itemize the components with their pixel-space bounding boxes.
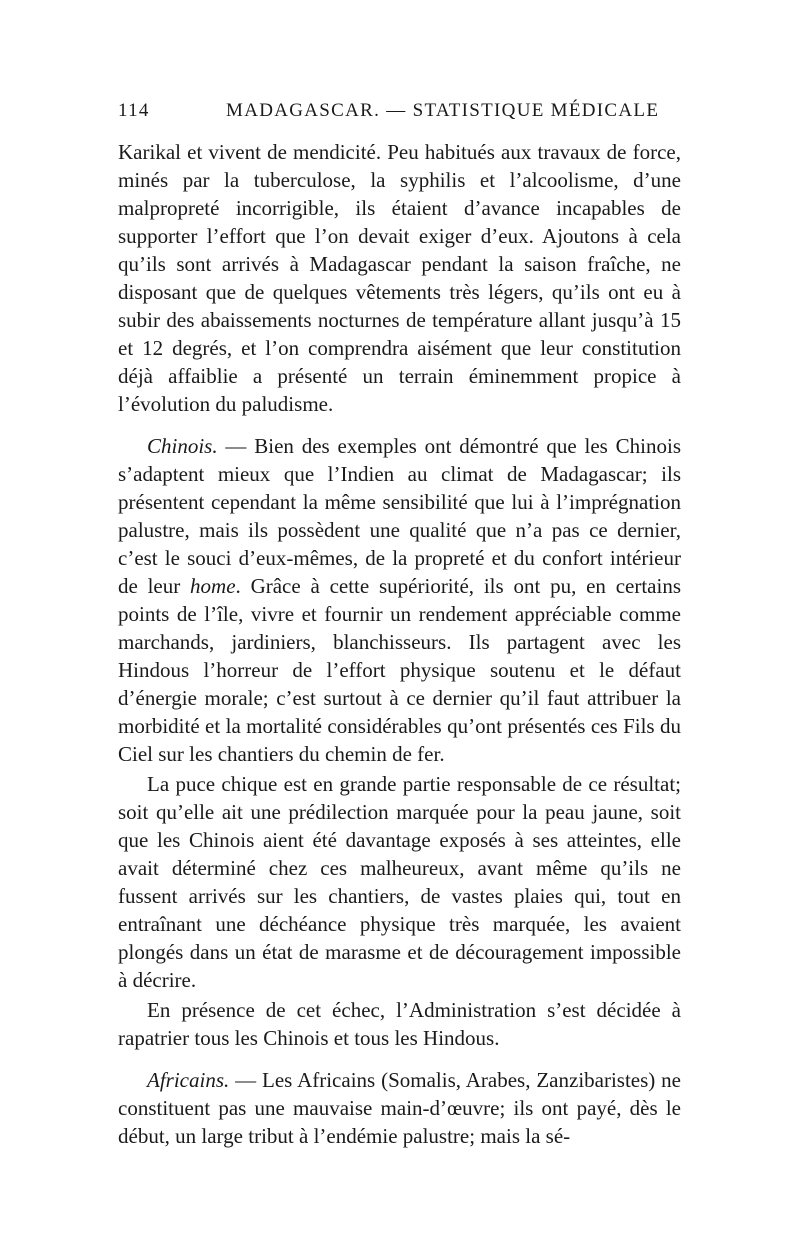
- paragraph-africains: [118, 1066, 681, 1150]
- paragraph-chinois: [118, 432, 681, 768]
- section-label-chinois: Chinois.: [147, 434, 218, 458]
- paragraph-africains-text: — Les Africains (Somalis, Arabes, Zanzibaristes) ne constituent pas une mauvaise main-d’œuvre; ils ont payé, dès le début, un large tribut à l’endémie palustre; mais la sé-: [118, 1068, 681, 1148]
- page-header: [118, 100, 680, 134]
- paragraph-rapatriement: En présence de cet échec, l’Administration s’est décidée à rapatrier tous les Chinois et tous les Hindous.: [118, 998, 681, 1050]
- italic-home: home: [190, 574, 236, 598]
- paragraph-karikal: Karikal et vivent de mendicité. Peu habitués aux travaux de force, minés par la tuberculose, la syphilis et l’alcoolisme, d’une malpropreté incorrigible, ils étaient d’avance incapables de supporter l’effort que l’on devait exiger d’eux. Ajoutons à cela qu’ils sont arrivés à Madagascar pendant la saison fraîche, ne disposant que de quelques vêtements très légers, qu’ils ont eu à subir des abaissements nocturnes de température allant jusqu’à 15 et 12 degrés, et l’on comprendra aisément que leur constitution déjà affaiblie a présenté un terrain éminemment propice à l’évolution du paludisme.: [118, 140, 681, 416]
- running-title: MADAGASCAR. — STATISTIQUE MÉDICALE: [226, 100, 660, 121]
- paragraph-chinois-text-1: — Bien des exemples ont démontré que les Chinois s’adaptent mieux que l’Indien au climat de Madagascar; ils présentent cependant la même sensibilité que lui à l’imprégnation palustre, mais ils possèdent une qualité que n’a pas ce dernier, c’est le souci d’eux-mêmes, de la propreté et du confort intérieur de leur: [118, 434, 681, 598]
- paragraph-chinois-text-2: . Grâce à cette supériorité, ils ont pu, en certains points de l’île, vivre et fournir un rendement appréciable comme marchands, jardiniers, blanchisseurs. Ils partagent avec les Hindous l’horreur de l’effort physique soutenu et le défaut d’énergie morale; c’est surtout à ce dernier qu’il faut attribuer la morbidité et la mortalité considérables qu’ont présentés ces Fils du Ciel sur les chantiers du chemin de fer.: [118, 574, 681, 766]
- section-label-africains: Africains.: [147, 1068, 230, 1092]
- body-text: [118, 138, 681, 1150]
- paragraph-puce-chique: La puce chique est en grande partie responsable de ce résultat; soit qu’elle ait une prédilection marquée pour la peau jaune, soit que les Chinois aient été davantage exposés à ses atteintes, elle avait déterminé chez ces malheureux, avant même qu’ils ne fussent arrivés sur les chantiers, de vastes plaies qui, tout en entraînant une déchéance physique très marquée, les avaient plongés dans un état de marasme et de découragement impossible à décrire.: [118, 772, 681, 992]
- page-number: 114: [118, 100, 150, 121]
